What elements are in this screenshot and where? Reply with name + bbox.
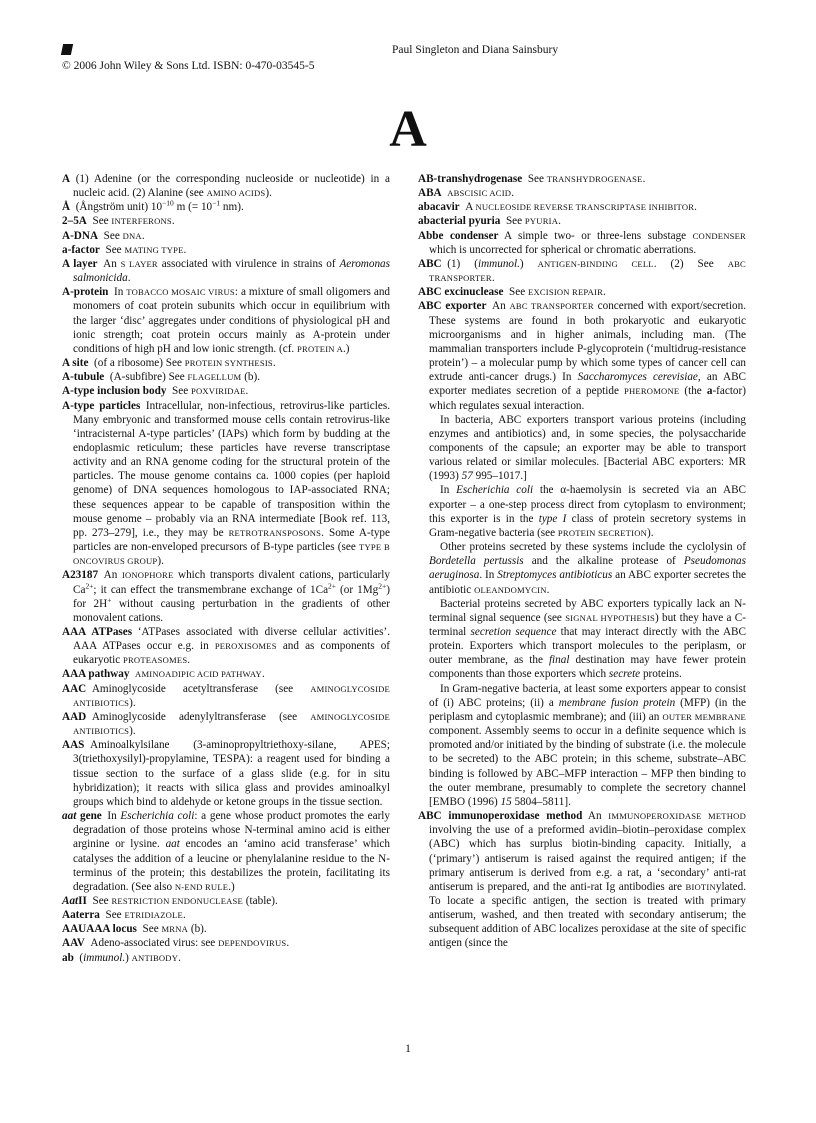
entry-aas: AAS Aminoalkylsilane (3-aminopropyltriethoxy-silane, APES; 3(triethoxysilyl)-propylamine, TESPA): a reagent used for binding a tissue section to the surface of a glass slide (e.g. for in situ hybridization); it reacts with silica glass and provides aminoalkyl groups which bind to aldehyde or ketone groups in the tissue section. <box>62 739 390 808</box>
entry-a: A (1) Adenine (or the corresponding nucleoside or nucleotide) in a nucleic acid. (2) Alanine (see AMINO ACIDS). <box>62 173 390 200</box>
entry-aad: AAD Aminoglycoside adenylyltransferase (see AMINOGLYCOSIDE ANTIBIOTICS). <box>62 710 390 738</box>
entry-aav: AAV Adeno-associated virus: see DEPENDOVIRUS. <box>62 937 290 950</box>
entry-abacavir: abacavir A NUCLEOSIDE REVERSE TRANSCRIPTASE INHIBITOR. <box>418 201 697 214</box>
abc-exporter-paragraph: In Gram-negative bacteria, at least some exporters appear to consist of (i) ABC proteins; (ii) a membrane fusion protein (MFP) (in the periplasm and cytoplasmic membrane); and (iii) an OUTER MEMBRANE component. Assembly seems to occur in a definite sequence which is promoted and/or initiated by the binding of substrate (i.e. the molecule to be secreted) to the ABC protein; in this scheme, substrate–ABC binding is followed by ABC–MFP interaction – MFP then binding to the outer membrane, presumably to complete the secretory channel [EMBO (1996) 15 5804–5811]. <box>429 682 746 808</box>
entry-aaa-atpases: AAA ATPases ‘ATPases associated with diverse cellular activities’. AAA ATPases occur e.g. in PEROXISOMES and as components of eukaryotic PROTEASOMES. <box>62 626 391 667</box>
entry-ab-transhydrogenase: AB-transhydrogenase See TRANSHYDROGENASE. <box>418 173 646 185</box>
abc-exporter-paragraph: In bacteria, ABC exporters transport various proteins (including enzymes and antibiotics) and, in some species, the polysaccharide components of the capsule; an exporter may be able to transport various related or similar molecules. [Bacterial ABC exporters: MR (1993) 57 995–1017.] <box>429 413 746 483</box>
authors-line: Paul Singleton and Diana Sainsbury <box>392 44 559 56</box>
entry-aac: AAC Aminoglycoside acetyltransferase (see AMINOGLYCOSIDE ANTIBIOTICS). <box>62 682 390 709</box>
right-column <box>418 172 746 951</box>
publisher-mark <box>61 44 73 55</box>
entry-abc-exporter: ABC exporter An ABC TRANSPORTER concerned with export/secretion. These systems are found in both prokaryotic and eukaryotic microorganisms and in higher animals, including man. (The mammalian transporters include P-glycoprotein (‘multidrug-resistance protein’) – a molecular pump by which some types of cancer cell can extrude anti-cancer drugs.) In Saccharomyces cerevisiae, an ABC exporter mediates secretion of a peptide PHEROMONE (the a-factor) which regulates sexual interaction. In bacteria, ABC exporters transport various proteins (including enzymes and antibiotics) and, in some species, the polysaccharide components of the capsule; an exporter may be able to transport various related or similar molecules. [Bacterial ABC exporters: MR (1993) 57 995–1017.] In Escherichia coli the α-haemolysin is secreted via an ABC exporter – a one-step process direct from cytoplasm to environment; this exporter is in the type I class of protein secretory systems in Gram-negative bacteria (see PROTEIN SECRETION). Other proteins secreted by these systems include the cyclolysin of Bordetella pertussis and the alkaline protease of Pseudomonas aeruginosa. In Streptomyces antibioticus an ABC exporter secretes the antibiotic OLEANDOMYCIN. Bacterial proteins secreted by ABC exporters typically lack an N-terminal signal sequence (see SIGNAL HYPOTHESIS) but they have a C-terminal secretion sequence that may interact directly with the ABC protein. Exporters which transport molecules to the periplasm, or outer membrane, as the final destination may have fewer protein components than those exporters which secrete proteins. In Gram-negative bacteria, at least some exporters appear to consist of (i) ABC proteins; (ii) a membrane fusion protein (MFP) (in the periplasm and cytoplasmic membrane); and (iii) an OUTER MEMBRANE component. Assembly seems to occur in a definite sequence which is promoted and/or initiated by the binding of substrate (i.e. the molecule to be secreted) to the ABC protein; in this scheme, substrate–ABC binding is followed by ABC–MFP interaction – MFP then binding to the outer membrane, presumably to complete the secretory channel [EMBO (1996) 15 5804–5811]. <box>418 300 747 808</box>
abc-exporter-paragraph: In Escherichia coli the α-haemolysin is secreted via an ABC exporter – a one-step process direct from cytoplasm to environment; this exporter is in the type I class of protein secretory systems in Gram-negative bacteria (see PROTEIN SECRETION). <box>429 484 746 539</box>
entry-aba: ABA ABSCISIC ACID. <box>418 187 514 200</box>
entry-2-5a: 2–5A See INTERFERONS. <box>62 215 175 228</box>
entry-abacterial-pyuria: abacterial pyuria See PYURIA. <box>418 215 561 228</box>
entry-a-factor: a-factor See MATING TYPE. <box>62 243 187 256</box>
entry-aaa-pathway: AAA pathway AMINOADIPIC ACID PATHWAY. <box>62 668 265 681</box>
entry-angstrom: Å (Ångström unit) $10^{-10}$ m (= $10^{-1}$ nm). <box>62 198 244 214</box>
abc-exporter-paragraph: Other proteins secreted by these systems include the cyclolysin of Bordetella pertussis and the alkaline protease of Pseudomonas aeruginosa. In Streptomyces antibioticus an ABC exporter secretes the antibiotic OLEANDOMYCIN. <box>429 541 747 596</box>
copyright-line: © 2006 John Wiley & Sons Ltd. ISBN: 0-470-03545-5 <box>62 60 315 72</box>
entry-a-protein: A-protein In TOBACCO MOSAIC VIRUS: a mixture of small oligomers and monomers of coat protein subunits which occur in equilibrium with the larger ‘disc’ aggregates under conditions of physiological pH and ionic strength; coat protein occurs mainly as A-protein under conditions of high pH and low ionic strength. (cf. PROTEIN A.) <box>62 286 391 355</box>
entry-aaterra: Aaterra See ETRIDIAZOLE. <box>62 909 186 922</box>
abc-exporter-paragraph: Bacterial proteins secreted by ABC exporters typically lack an N-terminal signal sequence (see SIGNAL HYPOTHESIS) but they have a C-terminal secretion sequence that may interact directly with the ABC protein. Exporters which transport molecules to the periplasm, or outer membrane, as the final destination may have fewer protein components than those exporters which secrete proteins. <box>429 597 747 681</box>
entry-a-type-particles: A-type particles Intracellular, non-infectious, retrovirus-like particles. Many embryonic and transformed mouse cells contain retrovirus-like ‘intracisternal A-type particles’ (IAPs) which form by budding at the endoplasmic reticulum; these particles have reverse transcriptase activity and an RNA genome coding for the structural protein of the particles. The mouse genome contains ca. 1000 copies (per haploid genome) of DNA sequences homologous to IAP-associated RNA; these sequences appear to be capable of transposition within the mouse genome – probably via an RNA intermediate [Book ref. 113, pp. 273–279], i.e., they may be RETROTRANSPOSONS. Some A-type particles are non-enveloped precursors of B-type particles (see TYPE B ONCOVIRUS GROUP). <box>62 399 390 568</box>
entry-aatii: AatII See RESTRICTION ENDONUCLEASE (table). <box>62 894 278 907</box>
page-number: 1 <box>405 1043 411 1055</box>
entry-ab: ab (immunol.) ANTIBODY. <box>62 951 181 964</box>
entry-aat-gene: aat gene In Escherichia coli: a gene whose product promotes the early degradation of those proteins whose N-terminal amino acid is either arginine or lysine. aat encodes an ‘amino acid transferase’ which catalyses the addition of a leucine or phenylalanine residue to the N-terminus of the protein; this destabilizes the protein, facilitating its degradation. (See also N-END RULE.) <box>62 810 390 893</box>
entry-a-tubule: A-tubule (A-subfibre) See FLAGELLUM (b). <box>62 371 261 384</box>
entry-abc-immunoperoxidase-method: ABC immunoperoxidase method An IMMUNOPEROXIDASE METHOD involving the use of a preformed avidin–biotin–peroxidase complex (ABC) which has surplus biotin-binding capacity. Initially, a (‘primary’) antiserum is raised against the required antigen; if the primary antiserum is derived from e.g. a rat, a ‘secondary’ anti-rat antiserum is prepared, and the anti-rat Ig antibodies are BIOTINylated. To locate a specific antigen, the section is treated with primary antiserum, washed, and then treated with secondary antiserum; the subsequent addition of ABC localizes peroxidase at the site of specific antigen (since the <box>418 810 746 950</box>
entry-abbe-condenser: Abbe condenser A simple two- or three-lens substage CONDENSER which is uncorrected for spherical or chromatic aberrations. <box>418 229 746 256</box>
entry-a-site: A site (of a ribosome) See PROTEIN SYNTHESIS. <box>62 357 276 370</box>
entry-aauaaa-locus: AAUAAA locus See MRNA (b). <box>62 923 207 936</box>
section-letter: A <box>389 101 427 158</box>
entry-a23187: A23187 An IONOPHORE which transports divalent cations, particularly $Ca^{2+}$; it can effect the transmembrane exchange of $1Ca^{2+}$ (or $1Mg^{2+}$) for 2H+ without causing perturbation in the gradients of other monovalent cations. <box>62 569 390 624</box>
entry-abc-excinuclease: ABC excinuclease See EXCISION REPAIR. <box>418 286 606 299</box>
left-column <box>62 172 390 965</box>
entry-a-type-inclusion-body: A-type inclusion body See POXVIRIDAE. <box>62 385 249 398</box>
entry-abc: ABC (1) (immunol.) ANTIGEN-BINDING CELL. (2) See ABC TRANSPORTER. <box>418 257 746 285</box>
entry-a-dna: A-DNA See DNA. <box>62 229 145 242</box>
entry-a-layer: A layer An S LAYER associated with virulence in strains of Aeromonas salmonicida. <box>62 257 390 285</box>
